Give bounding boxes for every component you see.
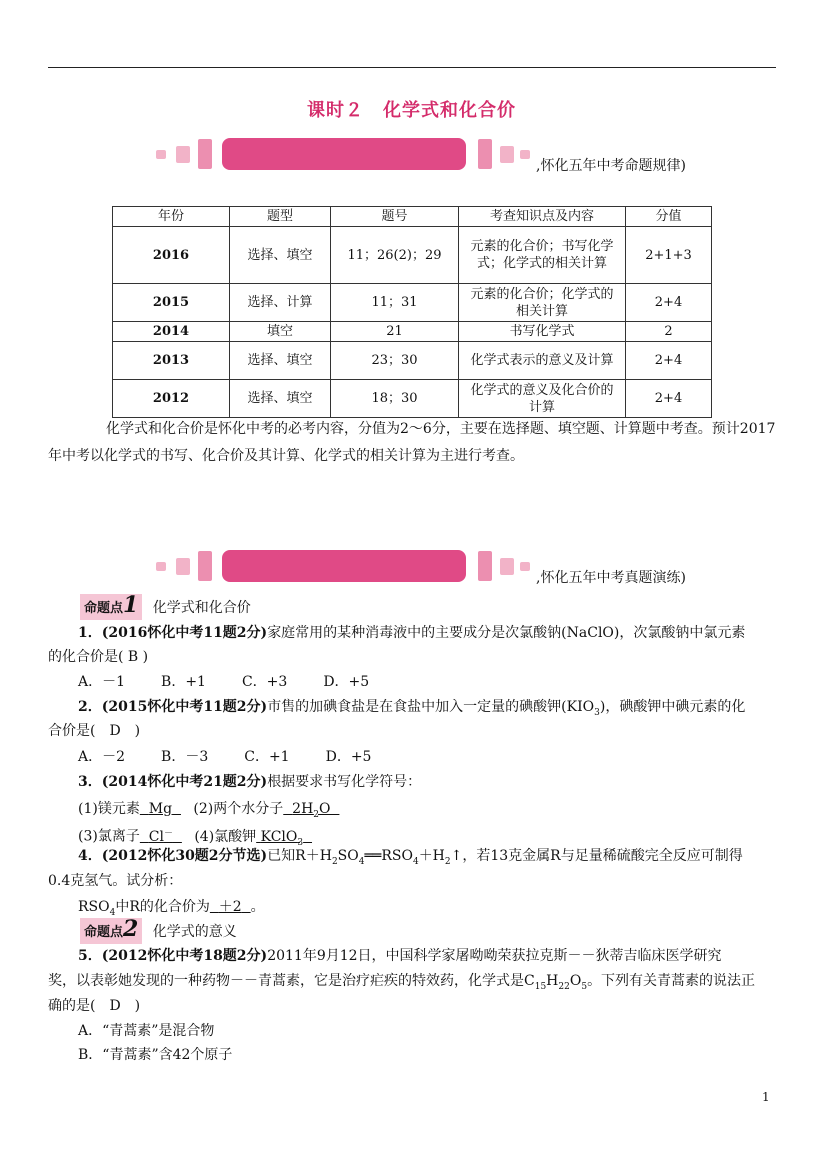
cell-num: 21 bbox=[331, 322, 459, 342]
cell-score: 2+4 bbox=[626, 380, 712, 418]
cell-type: 选择、计算 bbox=[230, 284, 331, 322]
topic-2-heading bbox=[80, 918, 810, 944]
question-1-line-2: 的化合价是( B ) bbox=[48, 649, 149, 665]
cell-type: 选择、填空 bbox=[230, 227, 331, 284]
header-type: 题型 bbox=[230, 207, 331, 227]
cell-score: 2 bbox=[626, 322, 712, 342]
cell-num: 11；26(2)；29 bbox=[331, 227, 459, 284]
topic-tag: 命题点1 bbox=[80, 594, 142, 620]
banner-bar bbox=[222, 138, 466, 170]
question-2-line-1: 2．(2015怀化中考11题2分)市售的加碘食盐是在食盐中加入一定量的碘酸钾$(KIO_3)$，碘酸钾中碘元素的化 bbox=[78, 699, 746, 718]
cell-year: 2014 bbox=[113, 322, 230, 342]
question-5-option-b: B．“青蒿素”含42个原子 bbox=[78, 1047, 233, 1063]
header-num: 题号 bbox=[331, 207, 459, 227]
cell-year: 2012 bbox=[113, 380, 230, 418]
topic-tag: 命题点2 bbox=[80, 918, 142, 944]
banner-2-text: ,怀化五年中考真题演练) bbox=[536, 570, 686, 586]
cell-content: 元素的化合价；书写化学式；化学式的相关计算 bbox=[459, 227, 626, 284]
cell-score: 2+1+3 bbox=[626, 227, 712, 284]
question-5-line-1: 5．(2012怀化中考18题2分)2011年9月12日，中国科学家屠呦呦荣获拉克斯－－狄蒂吉临床医学研究 bbox=[78, 948, 722, 964]
table-row bbox=[113, 227, 712, 284]
cell-score: 2+4 bbox=[626, 342, 712, 380]
question-1-options: A．－1 B．+1 C．+3 D．+5 bbox=[78, 674, 370, 690]
table-row bbox=[113, 284, 712, 322]
question-2-options: A．－2 B．－3 C．+1 D．+5 bbox=[78, 749, 372, 765]
question-1-line-1: 1．(2016怀化中考11题2分)家庭常用的某种消毒液中的主要成分是次氯酸钠(NaClO)，次氯酸钠中氯元素 bbox=[78, 625, 746, 641]
question-3-line-2: (1)镁元素 Mg (2)两个水分子 $2H_2O$ bbox=[78, 801, 331, 820]
cell-num: 18；30 bbox=[331, 380, 459, 418]
cell-content: 化学式表示的意义及计算 bbox=[459, 342, 626, 380]
top-rule bbox=[48, 67, 776, 68]
cell-year: 2013 bbox=[113, 342, 230, 380]
header-score: 分值 bbox=[626, 207, 712, 227]
question-4-line-1: 4．(2012怀化30题2分节选)已知$R+H_2SO_4══RSO_4+H_2↑$，若13克金属R与足量稀硫酸完全反应可制得 bbox=[78, 848, 743, 867]
question-3-line-3: (3)氯离子 Cl－ (4)氯酸钾 KClO$_3$ bbox=[78, 828, 304, 848]
cell-num: 11；31 bbox=[331, 284, 459, 322]
cell-year: 2015 bbox=[113, 284, 230, 322]
table-row bbox=[113, 380, 712, 418]
question-4-line-2: 0.4克氢气。试分析： bbox=[48, 873, 183, 889]
summary-paragraph: 化学式和化合价是怀化中考的必考内容，分值为2～6分，主要在选择题、填空题、计算题中考查。预计2017年中考以化学式的书写、化合价及其计算、化学式的相关计算为主进行考查。 bbox=[48, 421, 776, 464]
question-5-option-a: A．“青蒿素”是混合物 bbox=[78, 1023, 215, 1039]
table-row bbox=[113, 342, 712, 380]
banner-1-text: ,怀化五年中考命题规律) bbox=[536, 158, 686, 174]
cell-type: 选择、填空 bbox=[230, 342, 331, 380]
exam-table bbox=[112, 206, 712, 418]
table-header-row bbox=[113, 207, 712, 227]
page-number: 1 bbox=[762, 1090, 770, 1104]
cell-num: 23；30 bbox=[331, 342, 459, 380]
topic-1-heading bbox=[80, 594, 810, 620]
cell-content: 书写化学式 bbox=[459, 322, 626, 342]
banner-bar bbox=[222, 550, 466, 582]
question-3-line-1: 3．(2014怀化中考21题2分)根据要求书写化学符号： bbox=[78, 774, 422, 790]
header-year: 年份 bbox=[113, 207, 230, 227]
section-banner-1 bbox=[150, 137, 550, 171]
table-row bbox=[113, 322, 712, 342]
lesson-title: 课时２ 化学式和化合价 bbox=[307, 100, 516, 121]
cell-content: 元素的化合价；化学式的相关计算 bbox=[459, 284, 626, 322]
question-5-line-2: 奖，以表彰她发现的一种药物－－青蒿素，它是治疗疟疾的特效药，化学式是$C_{15}H_{22}O_5$。下列有关青蒿素的说法正 bbox=[48, 973, 756, 992]
cell-score: 2+4 bbox=[626, 284, 712, 322]
question-2-line-2: 合价是( D ) bbox=[48, 723, 141, 739]
cell-type: 填空 bbox=[230, 322, 331, 342]
topic-title: 化学式和化合价 bbox=[152, 600, 251, 616]
header-content: 考查知识点及内容 bbox=[459, 207, 626, 227]
question-5-line-3: 确的是( D ) bbox=[48, 998, 141, 1014]
topic-title: 化学式的意义 bbox=[152, 924, 237, 940]
question-4-line-3: $RSO_4$中R的化合价为 ＋2 。 bbox=[78, 899, 265, 918]
cell-content: 化学式的意义及化合价的计算 bbox=[459, 380, 626, 418]
cell-year: 2016 bbox=[113, 227, 230, 284]
section-banner-2 bbox=[150, 549, 550, 583]
cell-type: 选择、填空 bbox=[230, 380, 331, 418]
